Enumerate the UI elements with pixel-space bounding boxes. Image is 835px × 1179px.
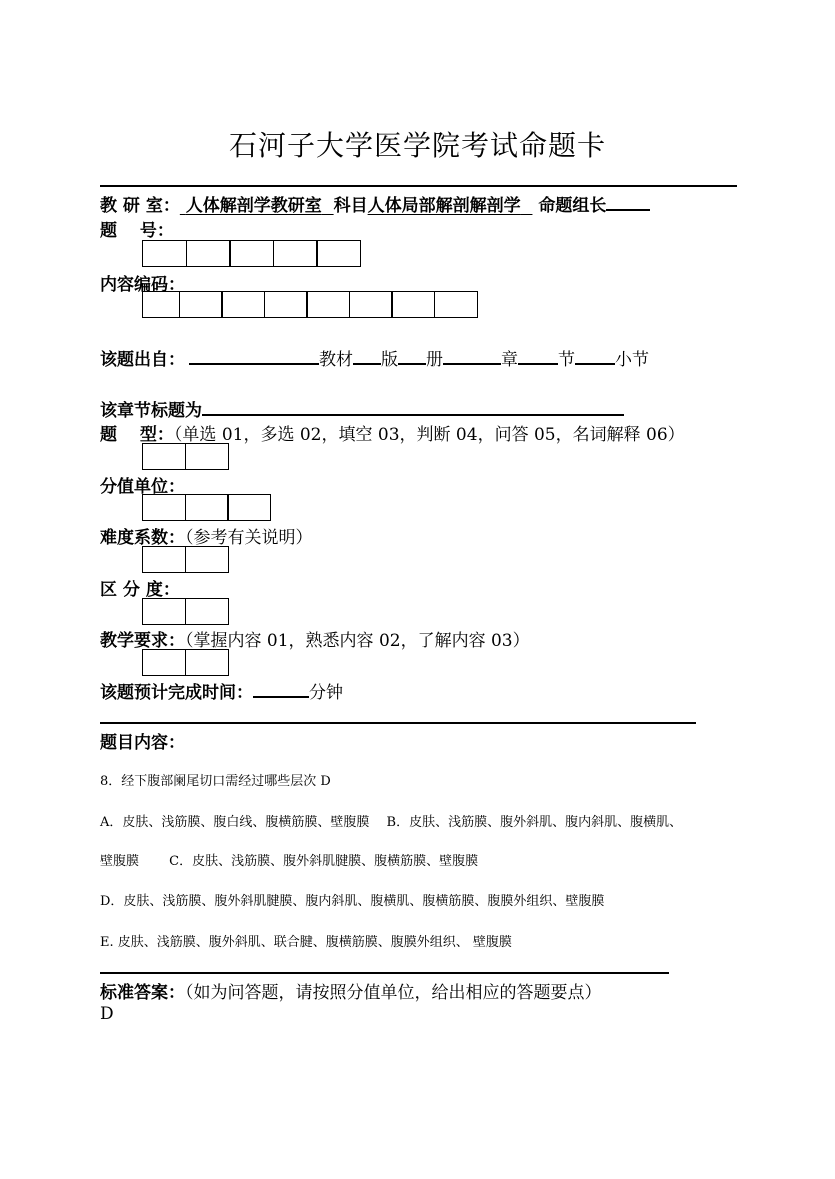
discrimination-box[interactable] [185,598,229,625]
question-content-label: 题目内容： [100,733,185,753]
difficulty-note: （参考有关说明） [185,528,313,548]
textbook-label: 教材 [319,350,353,370]
difficulty-line [100,523,313,548]
option-line-bc: 壁腹膜 C．皮肤、浅筋膜、腹外斜肌腱膜、腹横筋膜、壁腹膜 [100,854,479,869]
difficulty-boxes [142,546,229,573]
subject-value: 人体局部解剖解剖学 [367,196,521,216]
est-time-unit: 分钟 [309,683,343,703]
section-blank[interactable] [518,346,558,365]
content-code-box[interactable] [434,291,478,318]
top-rule [100,185,737,187]
content-code-box[interactable] [349,291,393,318]
difficulty-box[interactable] [185,546,229,573]
content-code-box[interactable] [179,291,223,318]
discrimination-box[interactable] [142,598,186,625]
chapter-blank[interactable] [443,346,501,365]
edition-blank[interactable] [353,346,381,365]
chapter-title-line [100,396,624,421]
score-unit-box[interactable] [185,494,229,521]
option-line-e: E. 皮肤、浅筋膜、腹外斜肌、联合腱、腹横筋膜、腹膜外组织、 壁腹膜 [100,935,512,950]
answer-label: 标准答案： [100,983,185,1003]
content-rule [100,722,696,724]
header-line [100,191,650,216]
chapter-title-blank[interactable] [202,397,624,416]
qtype-boxes [142,443,229,470]
est-time-line [100,678,343,703]
content-code-label: 内容编码： [100,275,185,295]
answer-rule [100,972,669,974]
teaching-req-boxes [142,649,229,676]
qtype-note: （单选 01，多选 02，填空 03，判断 04，问答 05，名词解释 06） [173,425,685,445]
question-no-box[interactable] [273,240,318,267]
discrimination-label: 区 分 度： [100,580,180,600]
source-blank[interactable] [189,346,319,365]
subject-label: 科目 [333,196,368,216]
score-unit-label: 分值单位： [100,477,185,497]
section-label: 节 [558,350,575,370]
subsection-label: 小节 [615,350,649,370]
content-code-box[interactable] [306,291,350,318]
answer-line [100,978,602,1003]
chapter-label: 章 [501,350,518,370]
content-code-box[interactable] [391,291,435,318]
subsection-blank[interactable] [575,346,615,365]
difficulty-box[interactable] [142,546,186,573]
qtype-line [100,420,685,445]
option-line-d: D．皮肤、浅筋膜、腹外斜肌腱膜、腹内斜肌、腹横肌、腹横筋膜、腹膜外组织、壁腹膜 [100,894,605,909]
est-time-blank[interactable] [253,679,309,698]
source-label: 该题出自： [100,350,185,370]
question-no-box[interactable] [316,240,361,267]
est-time-label: 该题预计完成时间： [100,683,253,703]
source-line [100,345,649,370]
difficulty-label: 难度系数： [100,528,185,548]
question-stem: 8．经下腹部阑尾切口需经过哪些层次 D [100,774,331,789]
teaching-req-line [100,626,530,651]
question-no-box[interactable] [186,240,231,267]
qtype-box[interactable] [185,443,229,470]
teaching-req-box[interactable] [142,649,186,676]
chapter-title-label: 该章节标题为 [100,401,202,421]
score-unit-boxes [142,494,271,521]
content-code-box[interactable] [221,291,265,318]
content-code-boxes [142,291,478,318]
question-no-label: 题 号： [100,221,174,241]
volume-label: 册 [426,350,443,370]
answer-note: （如为问答题，请按照分值单位，给出相应的答题要点） [185,983,602,1003]
question-no-box[interactable] [142,240,187,267]
leader-label: 命题组长 [538,196,607,216]
content-code-box[interactable] [142,291,180,318]
question-no-box[interactable] [229,240,274,267]
discrimination-boxes [142,598,229,625]
dept-value: 人体解剖学教研室 [185,196,322,216]
qtype-box[interactable] [142,443,186,470]
answer-value: D [100,1004,114,1024]
volume-blank[interactable] [398,346,426,365]
content-code-box[interactable] [264,291,308,318]
page-title: 石河子大学医学院考试命题卡 [228,129,606,162]
dept-label: 教 研 室： [100,196,180,216]
option-line-ab: A．皮肤、浅筋膜、腹白线、腹横筋膜、壁腹膜 B．皮肤、浅筋膜、腹外斜肌、腹内斜肌、腹横肌、 [100,815,683,830]
question-no-boxes [142,240,361,267]
score-unit-box[interactable] [142,494,186,521]
teaching-req-box[interactable] [185,649,229,676]
edition-label: 版 [381,350,398,370]
qtype-label: 题 型： [100,425,174,445]
teaching-req-note: （掌握内容 01，熟悉内容 02，了解内容 03） [185,631,530,651]
teaching-req-label: 教学要求： [100,631,185,651]
score-unit-box[interactable] [227,494,271,521]
leader-blank[interactable] [606,192,650,211]
